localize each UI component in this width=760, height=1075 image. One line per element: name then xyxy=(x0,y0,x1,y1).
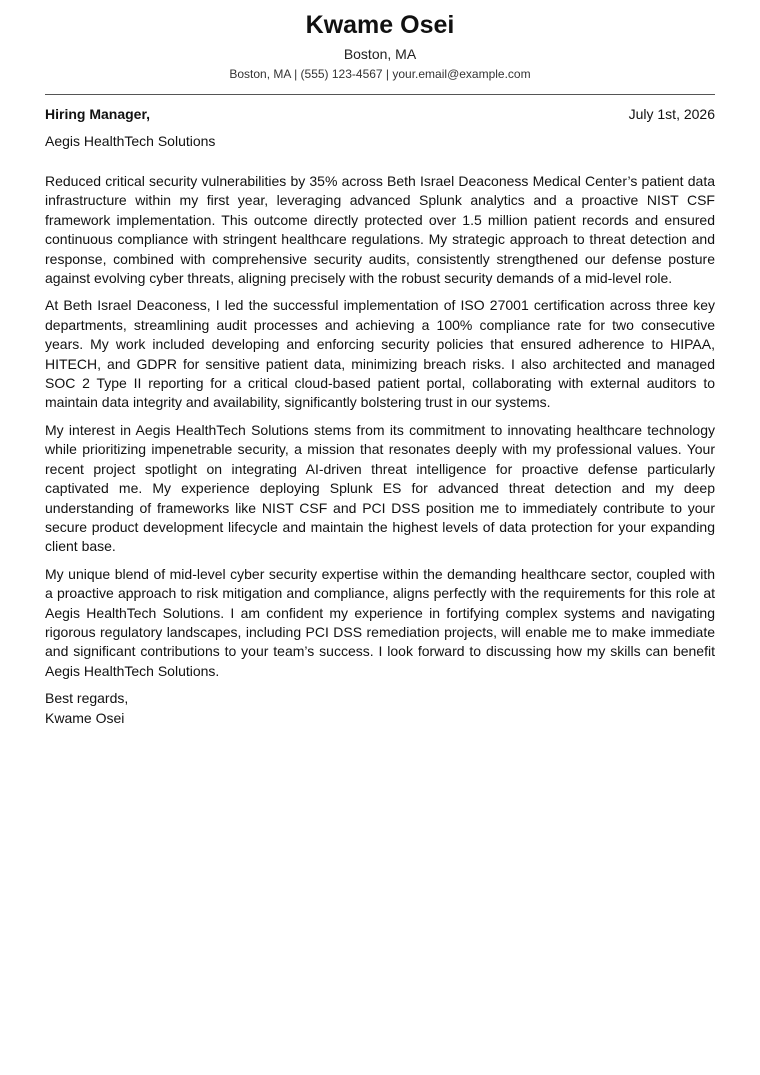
body-paragraph: At Beth Israel Deaconess, I led the successful implementation of ISO 27001 certification across three key departments, streamlining audit processes and achieving a 100% compliance rate for two consecutive years. My work included developing and enforcing security policies that ensured adherence to HIPAA, HITECH, and GDPR for sensitive patient data, minimizing breach risks. I also architected and managed SOC 2 Type II reporting for a critical cloud-based patient portal, collaborating with external auditors to maintain data integrity and availability, significantly bolstering trust in our systems. xyxy=(45,297,715,411)
body-paragraph: Reduced critical security vulnerabilities by 35% across Beth Israel Deaconess Medical Center’s patient data infrastructure within my first year, leveraging advanced Splunk analytics and a proactive NIST CSF framework implementation. This outcome directly protected over 1.5 million patient records and ensured continuous compliance with stringent healthcare regulations. My strategic approach to threat detection and response, combined with comprehensive security audits, consistently strengthened our defense posture against evolving cyber threats, aligning precisely with the robust security demands of a mid-level role. xyxy=(45,173,715,287)
letter-date: July 1st, 2026 xyxy=(628,106,715,122)
applicant-name: Kwame Osei xyxy=(305,11,455,39)
company-name: Aegis HealthTech Solutions xyxy=(45,133,216,149)
recipient-date-row xyxy=(45,105,715,123)
signature-name: Kwame Osei xyxy=(45,709,125,726)
applicant-location: Boston, MA xyxy=(343,46,417,62)
letter-body xyxy=(45,172,715,681)
body-paragraph: My unique blend of mid-level cyber security expertise within the demanding healthcare sector, coupled with a proactive approach to risk mitigation and compliance, aligns perfectly with the requirements for this role at Aegis HealthTech Solutions. I am confident my experience in fortifying complex systems and navigating rigorous regulatory landscapes, including PCI DSS remediation projects, will enable me to make immediate and significant contributions to your team’s success. I look forward to discussing how my skills can benefit Aegis HealthTech Solutions. xyxy=(45,565,715,679)
applicant-contact-line: Boston, MA | (555) 123-4567 | your.email@example.com xyxy=(229,67,531,81)
closing-phrase: Best regards, xyxy=(45,690,129,707)
recipient-salutation: Hiring Manager, xyxy=(45,106,151,122)
body-paragraph: My interest in Aegis HealthTech Solutions stems from its commitment to innovating healthcare technology while prioritizing impenetrable security, a mission that resonates deeply with my professional values. Your recent project spotlight on integrating AI-driven threat intelligence for proactive defense particularly captivated me. My experience deploying Splunk ES for advanced threat detection and my deep understanding of frameworks like NIST CSF and PCI DSS position me to immediately contribute to your secure product development lifecycle and maintain the highest levels of data protection for your expanding client base. xyxy=(45,421,715,555)
header-divider xyxy=(45,94,715,95)
letter-header xyxy=(45,10,715,82)
letter-closing-block xyxy=(45,689,715,728)
